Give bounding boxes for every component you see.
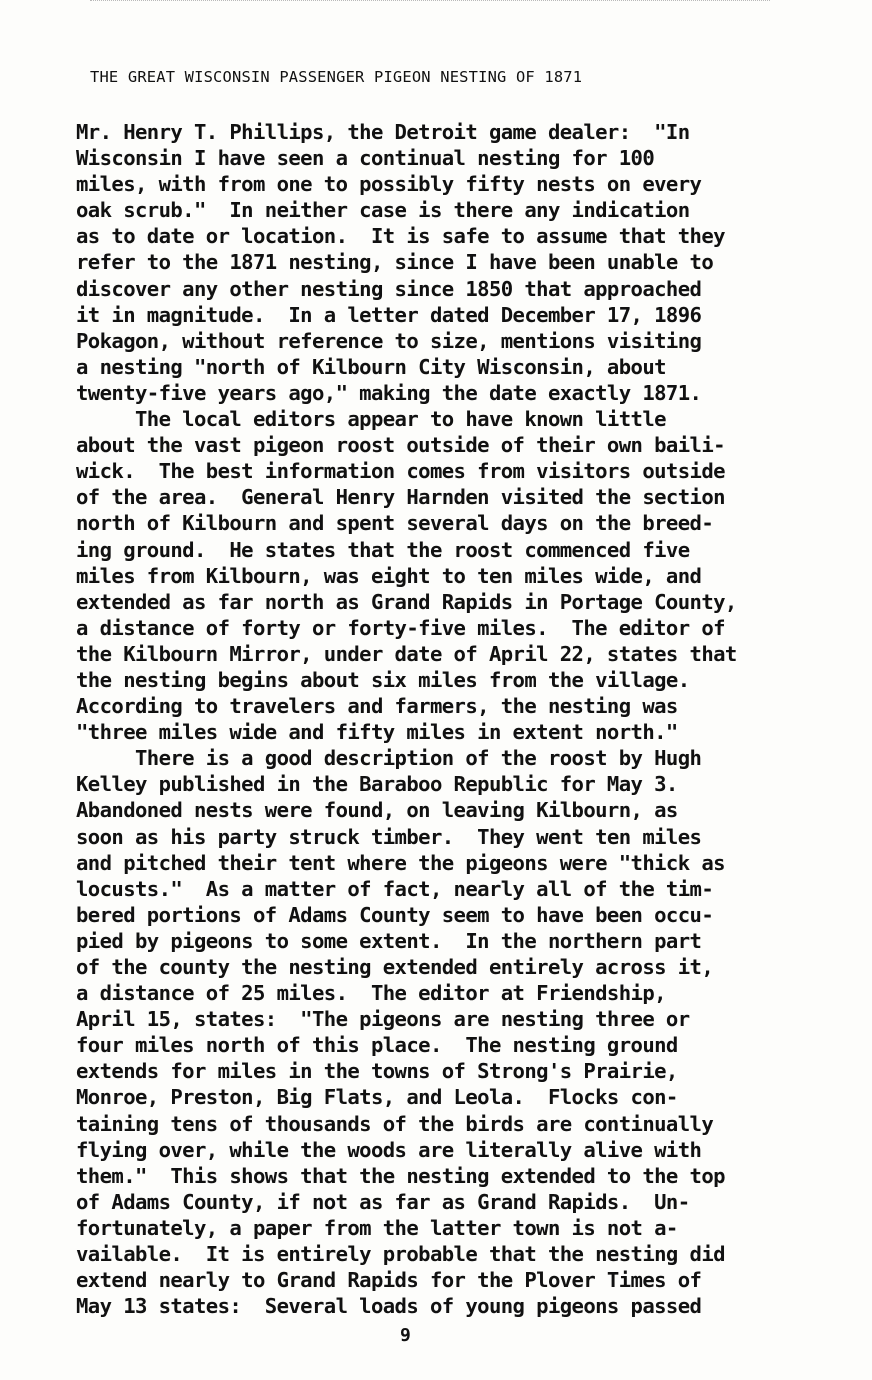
text-line: vailable. It is entirely probable that the nesting did xyxy=(76,1242,725,1267)
text-line: Pokagon, without reference to size, mentions visiting xyxy=(76,328,702,353)
text-line: and pitched their tent where the pigeons were "thick as xyxy=(76,850,725,875)
text-line: pied by pigeons to some extent. In the northern part xyxy=(76,928,702,953)
text-line: a distance of forty or forty-five miles. The editor of xyxy=(76,615,725,640)
text-line: them." This shows that the nesting extended to the top xyxy=(76,1163,725,1188)
text-line: of the county the nesting extended entirely across it, xyxy=(76,955,714,979)
text-line: locusts." As a matter of fact, nearly all of the tim- xyxy=(76,876,714,901)
text-line: wick. The best information comes from visitors outside xyxy=(76,459,725,484)
text-line: flying over, while the woods are literally alive with xyxy=(76,1137,702,1162)
text-line: it in magnitude. In a letter dated December 17, 1896 xyxy=(76,302,702,327)
text-line: soon as his party struck timber. They went ten miles xyxy=(76,824,702,849)
text-line: refer to the 1871 nesting, since I have been unable to xyxy=(76,250,714,275)
text-line: Mr. Henry T. Phillips, the Detroit game dealer: "In xyxy=(76,120,690,144)
text-line: extend nearly to Grand Rapids for the Plover Times of xyxy=(76,1268,702,1293)
paragraph-start-line: There is a good description of the roost by Hugh xyxy=(76,746,702,771)
text-line: taining tens of thousands of the birds are continually xyxy=(76,1111,714,1136)
text-line: Wisconsin I have seen a continual nesting for 100 xyxy=(76,146,655,171)
text-line: April 15, states: "The pigeons are nesting three or xyxy=(76,1007,690,1032)
text-line: about the vast pigeon roost outside of their own baili- xyxy=(76,433,725,458)
text-line: of the area. General Henry Harnden visited the section xyxy=(76,485,725,510)
text-line: Kelley published in the Baraboo Republic for May 3. xyxy=(76,772,678,797)
page-number: 9 xyxy=(400,1325,411,1346)
text-line: discover any other nesting since 1850 that approached xyxy=(76,276,702,301)
text-line: oak scrub." In neither case is there any indication xyxy=(76,198,690,223)
text-line: the nesting begins about six miles from the village. xyxy=(76,667,690,692)
text-line: as to date or location. It is safe to assume that they xyxy=(76,224,725,249)
text-line: May 13 states: Several loads of young pigeons passed xyxy=(76,1294,702,1319)
top-edge-rule xyxy=(90,0,770,5)
text-line: north of Kilbourn and spent several days on the breed- xyxy=(76,511,714,536)
text-line: of Adams County, if not as far as Grand Rapids. Un- xyxy=(76,1189,690,1214)
running-head: THE GREAT WISCONSIN PASSENGER PIGEON NESTING OF 1871 xyxy=(90,68,583,86)
paragraph-start-line: The local editors appear to have known little xyxy=(76,407,666,432)
text-line: twenty-five years ago," making the date exactly 1871. xyxy=(76,380,702,405)
text-line: extended as far north as Grand Rapids in Portage County, xyxy=(76,589,737,614)
text-line: ing ground. He states that the roost commenced five xyxy=(76,537,690,562)
text-line: the Kilbourn Mirror, under date of April 22, states that xyxy=(76,641,737,666)
text-line: four miles north of this place. The nesting ground xyxy=(76,1033,678,1058)
text-line: Monroe, Preston, Big Flats, and Leola. Flocks con- xyxy=(76,1085,678,1110)
text-line: extends for miles in the towns of Strong's Prairie, xyxy=(76,1059,678,1084)
text-line: a distance of 25 miles. The editor at Friendship, xyxy=(76,981,666,1006)
body-text xyxy=(76,119,836,1319)
text-line: a nesting "north of Kilbourn City Wisconsin, about xyxy=(76,354,666,379)
text-line: miles from Kilbourn, was eight to ten miles wide, and xyxy=(76,563,702,588)
text-line: "three miles wide and fifty miles in extent north." xyxy=(76,720,678,745)
text-line: fortunately, a paper from the latter town is not a- xyxy=(76,1215,678,1240)
text-line: bered portions of Adams County seem to have been occu- xyxy=(76,902,714,927)
text-line: According to travelers and farmers, the nesting was xyxy=(76,694,678,719)
text-line: miles, with from one to possibly fifty nests on every xyxy=(76,172,702,197)
text-line: Abandoned nests were found, on leaving Kilbourn, as xyxy=(76,798,678,823)
